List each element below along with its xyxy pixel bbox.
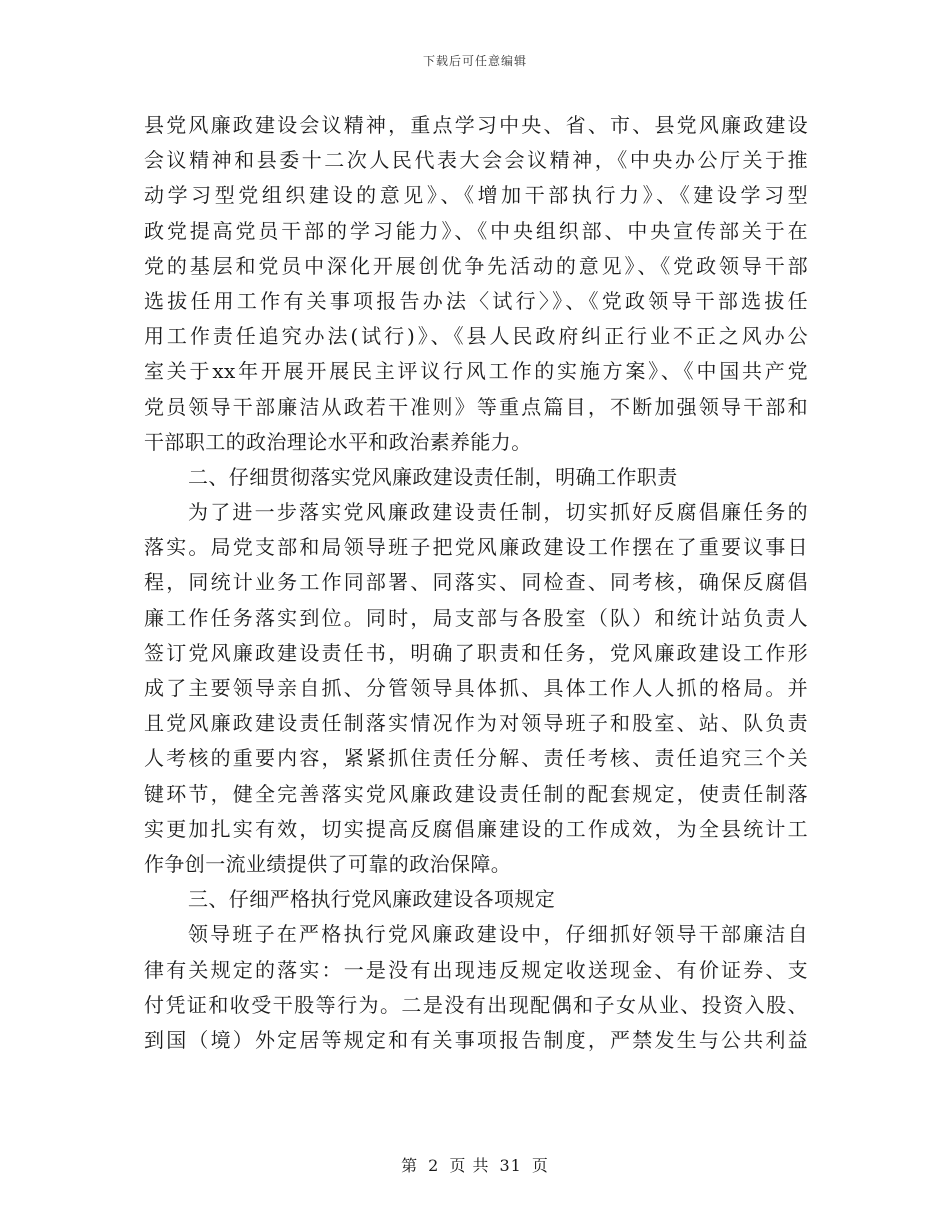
text-line: 党员领导干部廉洁从政若干准则》等重点篇目，不断加强领导干部和 bbox=[144, 394, 808, 419]
footer-middle: 页 共 bbox=[449, 1156, 490, 1175]
text-line: 落实。局党支部和局领导班子把党风廉政建设工作摆在了重要议事日 bbox=[144, 535, 808, 560]
text-line: 付凭证和收受干股等行为。二是没有出现配偶和子女从业、投资入股、 bbox=[144, 992, 808, 1017]
text-line: 作争创一流业绩提供了可靠的政治保障。 bbox=[144, 851, 512, 876]
page-header: 下载后可任意编辑 bbox=[422, 54, 527, 68]
text-line: 二、仔细贯彻落实党风廉政建设责任制，明确工作职责 bbox=[188, 464, 678, 489]
text-line: 室关于xx年开展开展民主评议行风工作的实施方案》、《中国共产党 bbox=[144, 359, 808, 384]
text-line: 键环节，健全完善落实党风廉政建设责任制的配套规定，使责任制落 bbox=[144, 781, 808, 806]
text-line: 廉工作任务落实到位。同时，局支部与各股室（队）和统计站负责人 bbox=[144, 605, 808, 630]
text-line: 会议精神和县委十二次人民代表大会会议精神，《中央办公厅关于推 bbox=[144, 148, 808, 173]
text-line: 为了进一步落实党风廉政建设责任制，切实抓好反腐倡廉任务的 bbox=[188, 500, 808, 525]
text-line: 实更加扎实有效，切实提高反腐倡廉建设的工作成效，为全县统计工 bbox=[144, 816, 808, 841]
current-page-number: 2 bbox=[428, 1156, 440, 1175]
text-line: 县党风廉政建设会议精神，重点学习中央、省、市、县党风廉政建设 bbox=[144, 113, 808, 137]
text-line: 干部职工的政治理论水平和政治素养能力。 bbox=[144, 429, 532, 454]
text-line: 领导班子在严格执行党风廉政建设中，仔细抓好领导干部廉洁自 bbox=[188, 922, 808, 947]
text-line: 政党提高党员干部的学习能力》、《中央组织部、中央宣传部关于在 bbox=[144, 218, 808, 243]
text-line: 用工作责任追究办法(试行)》、《县人民政府纠正行业不正之风办公 bbox=[144, 324, 808, 349]
footer-prefix: 第 bbox=[401, 1156, 419, 1175]
text-line: 成了主要领导亲自抓、分管领导具体抓、具体工作人人抓的格局。并 bbox=[144, 676, 808, 700]
text-line: 党的基层和党员中深化开展创优争先活动的意见》、《党政领导干部 bbox=[144, 253, 808, 278]
text-line: 且党风廉政建设责任制落实情况作为对领导班子和股室、站、队负责 bbox=[144, 711, 808, 736]
text-line: 到国（境）外定居等规定和有关事项报告制度，严禁发生与公共利益 bbox=[144, 1027, 808, 1052]
text-line: 三、仔细严格执行党风廉政建设各项规定 bbox=[188, 887, 556, 912]
footer-suffix: 页 bbox=[531, 1156, 549, 1175]
text-line: 选拔任用工作有关事项报告办法〈试行〉》、《党政领导干部选拔任 bbox=[144, 288, 808, 313]
text-line: 律有关规定的落实：一是没有出现违反规定收送现金、有价证券、支 bbox=[144, 957, 808, 982]
text-line: 签订党风廉政建设责任书，明确了职责和任务，党风廉政建设工作形 bbox=[144, 640, 808, 665]
text-line: 程，同统计业务工作同部署、同落实、同检查、同考核，确保反腐倡 bbox=[144, 570, 808, 595]
page-footer bbox=[0, 1153, 950, 1176]
document-body bbox=[144, 108, 808, 1058]
text-line: 动学习型党组织建设的意见》、《增加干部执行力》、《建设学习型 bbox=[144, 183, 808, 208]
text-line: 人考核的重要内容，紧紧抓住责任分解、责任考核、责任追究三个关 bbox=[144, 746, 808, 771]
total-page-count: 31 bbox=[499, 1156, 522, 1175]
